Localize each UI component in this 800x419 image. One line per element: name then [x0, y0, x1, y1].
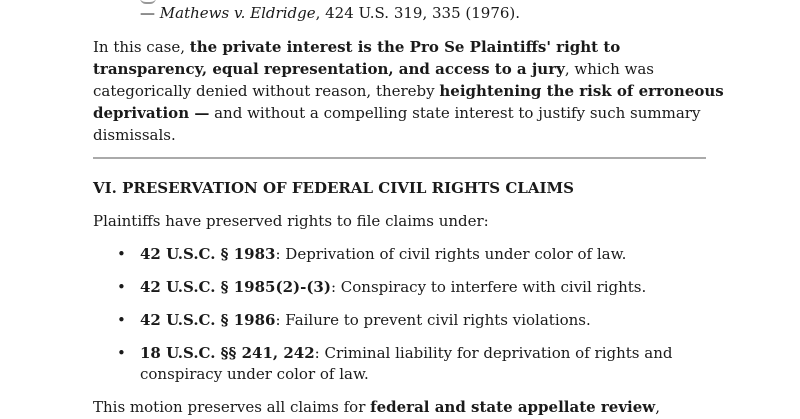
case-citation: — Mathews v. Eldridge, 424 U.S. 319, 335 (1976).	[140, 4, 521, 22]
bullet-icon: •	[117, 344, 126, 362]
case-name: Mathews v. Eldridge	[159, 4, 316, 22]
list-item: 42 U.S.C. § 1983: Deprivation of civil rights under color of law.	[140, 245, 627, 263]
bullet-icon: •	[117, 245, 126, 263]
list-item: 18 U.S.C. §§ 241, 242: Criminal liability for deprivation of rights and	[140, 344, 673, 362]
paragraph-line: In this case, the private interest is the Pro Se Plaintiffs' right to	[93, 38, 621, 56]
list-item-continuation: conspiracy under color of law.	[140, 365, 369, 383]
paragraph-line: categorically denied without reason, thereby heightening the risk of erroneous	[93, 82, 724, 100]
paragraph-line: dismissals.	[93, 126, 176, 144]
closing-paragraph: This motion preserves all claims for federal and state appellate review,	[93, 398, 660, 416]
bullet-icon: •	[117, 278, 126, 296]
section-heading: VI. PRESERVATION OF FEDERAL CIVIL RIGHTS CLAIMS	[93, 179, 574, 197]
list-item: 42 U.S.C. § 1986: Failure to prevent civil rights violations.	[140, 311, 591, 329]
paragraph-line: transparency, equal representation, and access to a jury, which was	[93, 60, 654, 78]
paragraph-line: deprivation — and without a compelling state interest to justify such summary	[93, 104, 701, 122]
list-item: 42 U.S.C. § 1985(2)-(3): Conspiracy to interfere with civil rights.	[140, 278, 647, 296]
section-intro: Plaintiffs have preserved rights to file claims under:	[93, 212, 489, 230]
bullet-icon: •	[117, 311, 126, 329]
section-divider	[93, 157, 706, 159]
